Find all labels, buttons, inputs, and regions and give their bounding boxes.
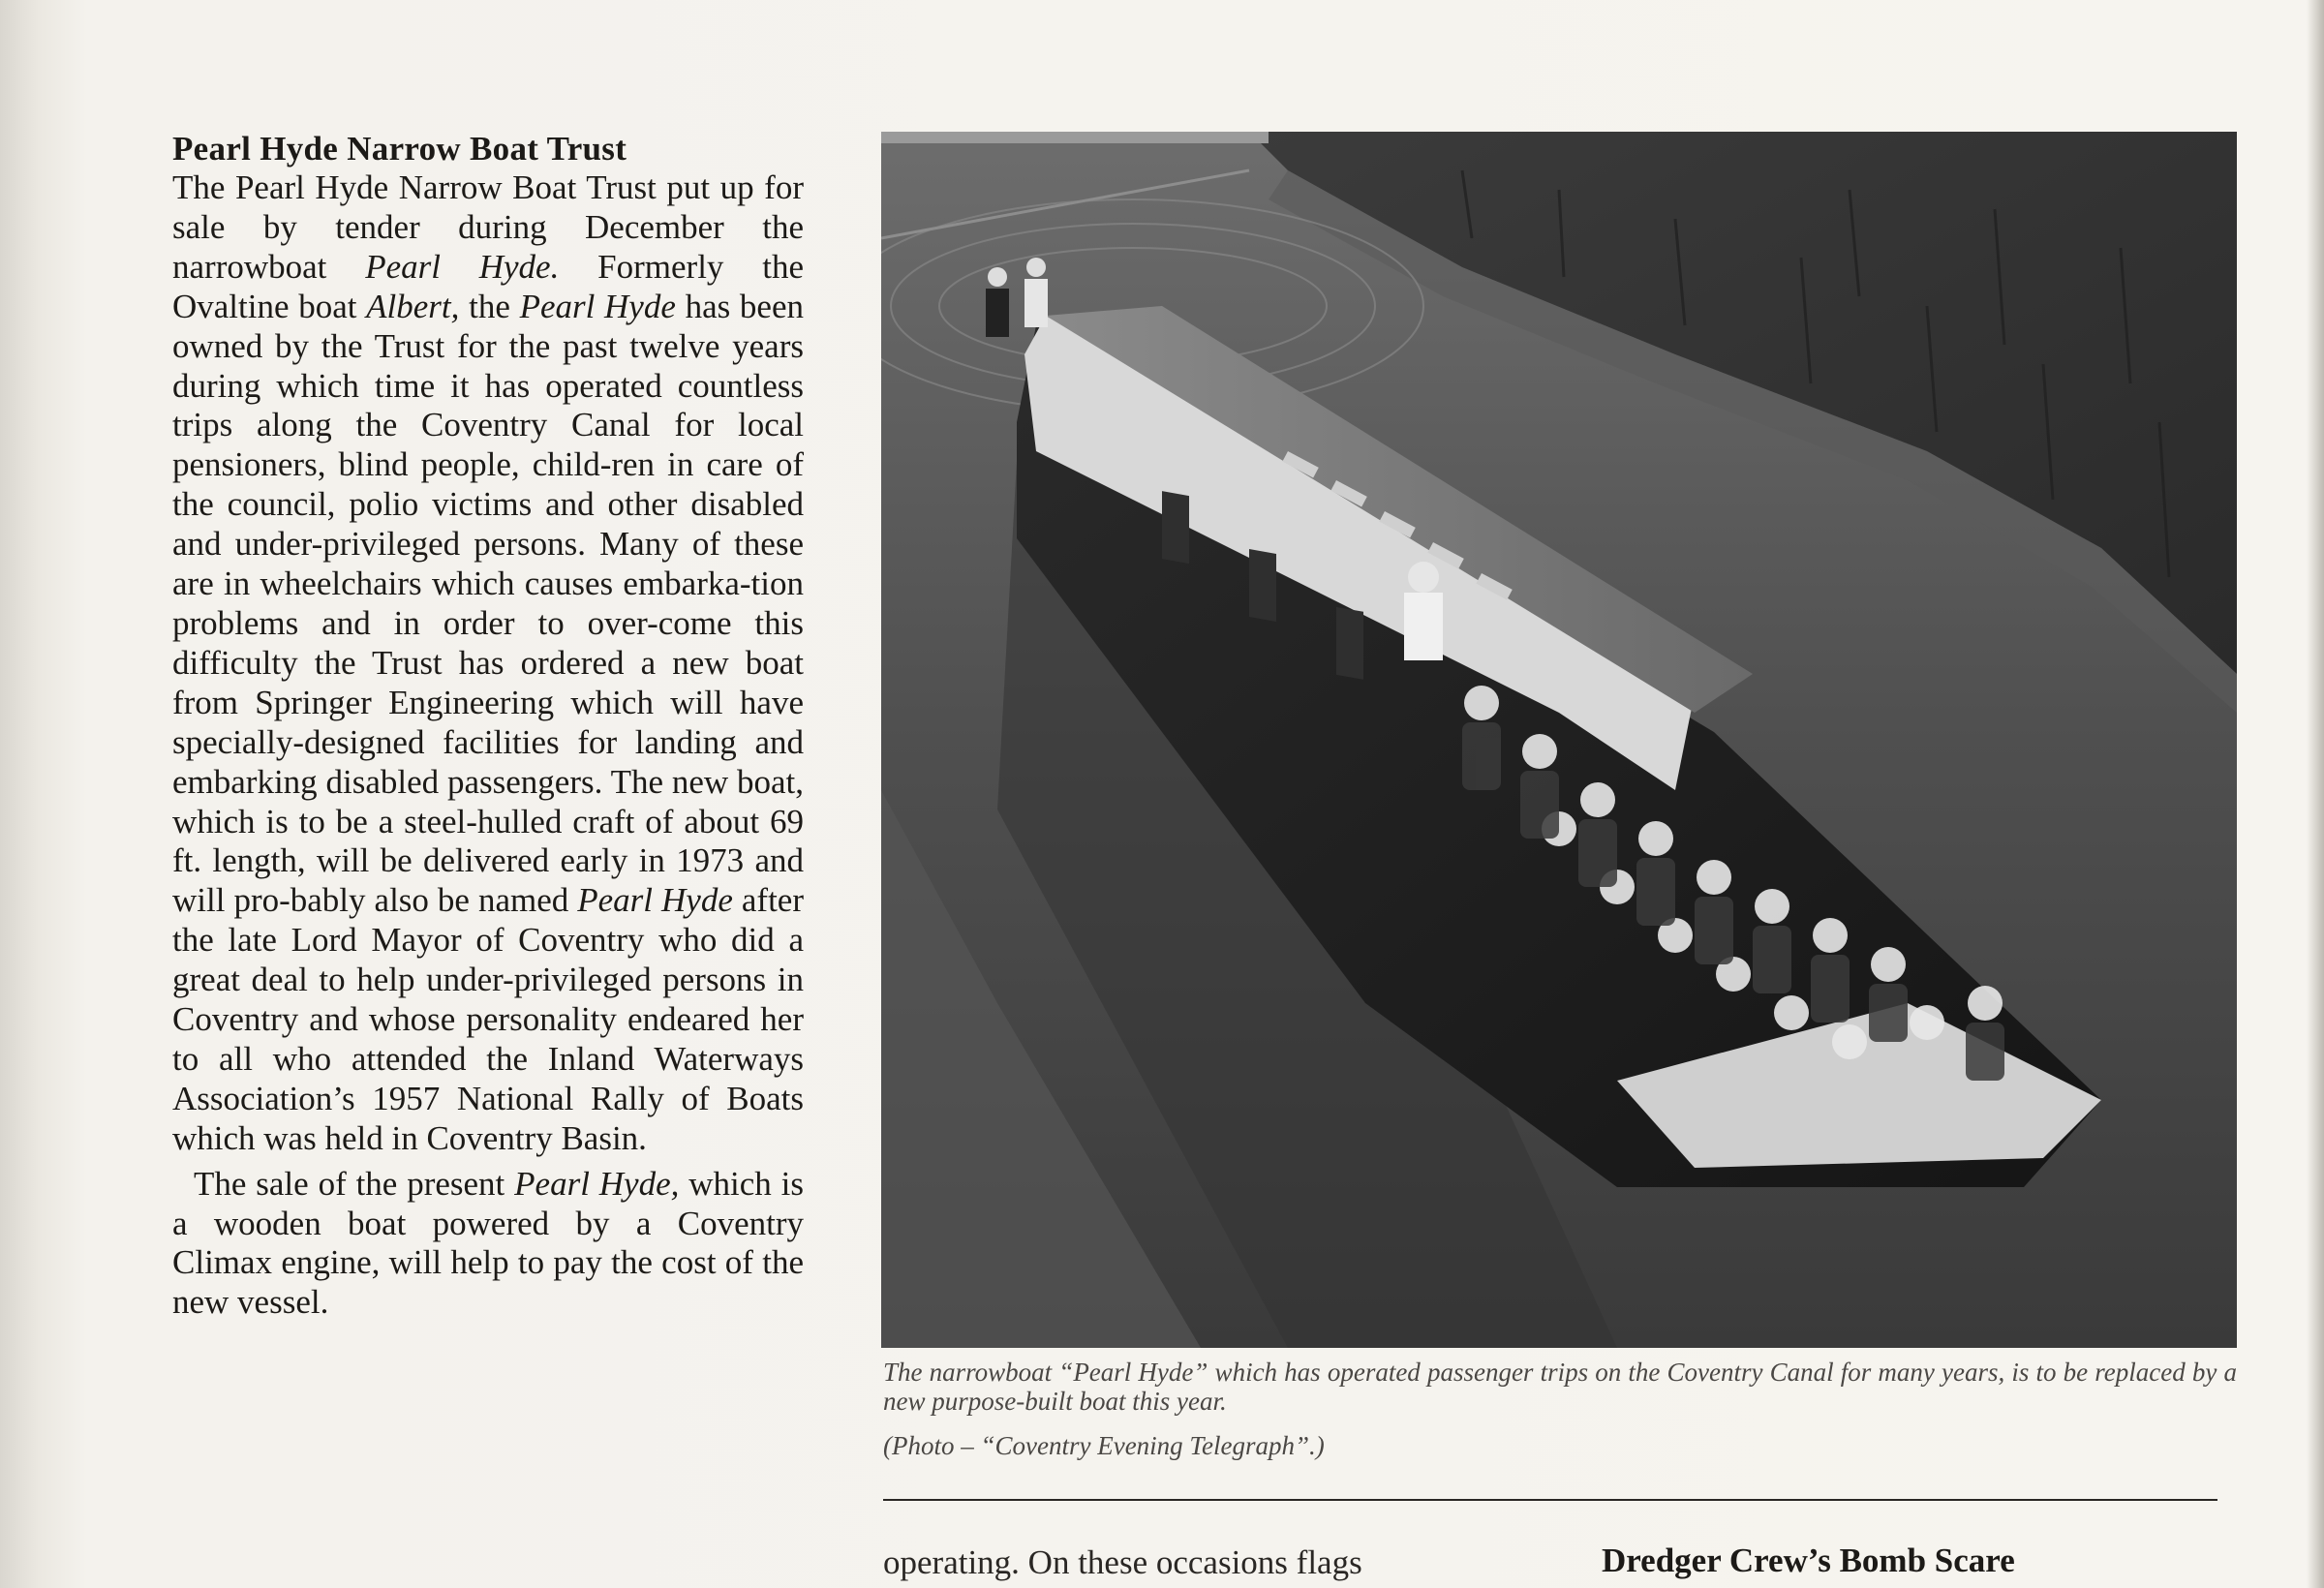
text-run: after the late Lord Mayor of Coventry who did a great deal to help under-privileged persons in Coventry and whose personality endeared her to all who attended the Inland Waterways Association’s 1957 National Rally of Boats which was held in Coventry Basin. xyxy=(172,881,805,1157)
italic-boat-name: Pearl Hyde xyxy=(519,287,676,325)
photo-credit: (Photo – “Coventry Evening Telegraph”.) xyxy=(883,1431,1325,1460)
next-article-heading: Dredger Crew’s Bomb Scare xyxy=(1602,1542,2015,1579)
article-paragraph-2 xyxy=(172,1165,804,1324)
text-run: The Pearl Hyde Narrow Boat Trust put up for sale by tender during December the narrowboat xyxy=(172,168,804,286)
narrowboat-photo-illustration xyxy=(881,132,2237,1348)
italic-boat-name: Pearl Hyde. xyxy=(365,247,560,286)
narrowboat-photo xyxy=(881,132,2237,1348)
photo-caption: The narrowboat “Pearl Hyde” which has operated passenger trips on the Coventry Canal for many years, is to be replaced by a new purpose-built boat this year. xyxy=(883,1358,2237,1416)
italic-boat-name: Albert, xyxy=(366,287,460,325)
text-run: which is a wooden boat powered by a Coventry Climax engine, will help to pay the cost of the new vessel. xyxy=(172,1164,805,1322)
section-divider xyxy=(883,1499,2217,1501)
continuation-text: operating. On these occasions flags xyxy=(883,1543,1362,1581)
text-run: The sale of the present xyxy=(194,1164,515,1203)
italic-boat-name: Pearl Hyde xyxy=(577,881,733,920)
page-edge-shadow xyxy=(2307,0,2324,1588)
text-run: Formerly the Ovaltine boat xyxy=(172,247,804,325)
italic-boat-name: Pearl Hyde, xyxy=(514,1164,680,1203)
article-paragraph-1 xyxy=(172,168,804,1159)
text-run: has been owned by the Trust for the past twelve years during which time it has operated countless trips along the Coventry Canal for local pensioners, blind people, child-ren in care of the council, polio victims and other disabled and under-privileged persons. Many of these are in wheelchairs which causes embarka-tion problems and in order to over-come this difficulty the Trust has ordered a new boat from Springer Engineering which will have specially-designed facilities for landing and embarking disabled passengers. The new boat, which is to be a steel-hulled craft of about 69 ft. length, will be delivered early in 1973 and will pro-bably also be named xyxy=(172,287,804,920)
article-pearl-hyde xyxy=(172,130,804,1323)
article-heading: Pearl Hyde Narrow Boat Trust xyxy=(172,130,627,168)
text-run: the xyxy=(459,287,520,325)
